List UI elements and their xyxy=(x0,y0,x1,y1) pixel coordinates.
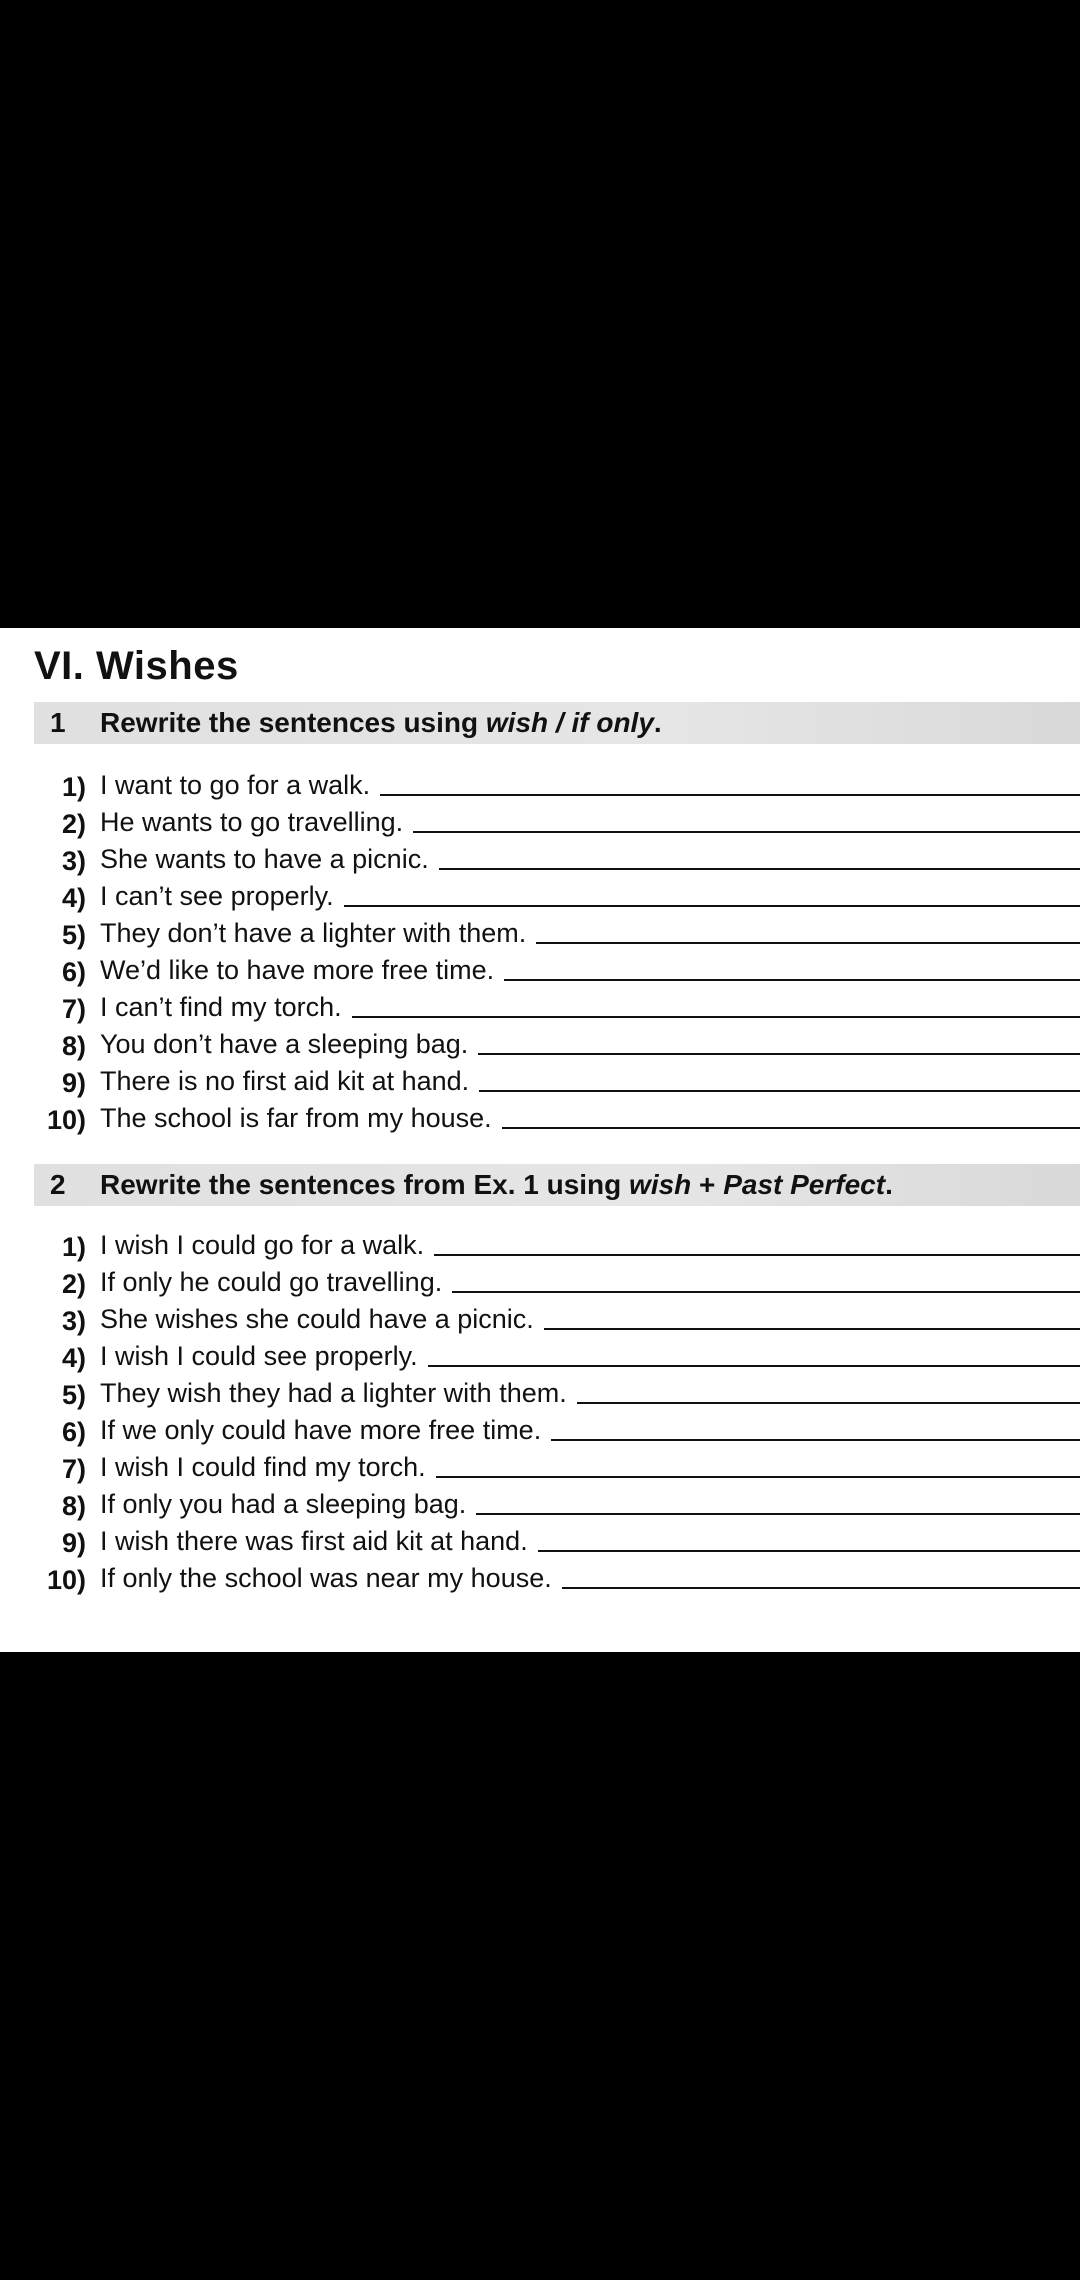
answer-line xyxy=(434,1254,1080,1256)
item-number: 1) xyxy=(61,1232,86,1262)
item-number: 3) xyxy=(61,846,86,876)
item-sentence: You don’t have a sleeping bag. xyxy=(100,1029,469,1059)
list-item xyxy=(34,1446,1080,1483)
item-number: 10) xyxy=(46,1565,86,1595)
list-item xyxy=(34,764,1080,801)
answer-line xyxy=(538,1550,1080,1552)
item-sentence: I wish I could go for a walk. xyxy=(100,1230,425,1260)
item-number: 9) xyxy=(61,1068,86,1098)
answer-line xyxy=(352,1016,1080,1018)
list-item xyxy=(34,1261,1080,1298)
answer-line xyxy=(479,1090,1080,1092)
item-sentence: I wish I could see properly. xyxy=(100,1341,418,1371)
item-sentence: The school is far from my house. xyxy=(100,1103,492,1133)
list-item xyxy=(34,1224,1080,1261)
exercise-1-instruction: Rewrite the sentences using wish / if only. xyxy=(100,707,662,738)
list-item xyxy=(34,838,1080,875)
exercise-2-instruction: Rewrite the sentences from Ex. 1 using wish + Past Perfect. xyxy=(100,1169,893,1200)
list-item xyxy=(34,1409,1080,1446)
list-item xyxy=(34,875,1080,912)
item-number: 2) xyxy=(61,1269,86,1299)
exercise-2-number: 2 xyxy=(50,1169,66,1200)
item-sentence: There is no first aid kit at hand. xyxy=(100,1066,470,1096)
item-number: 10) xyxy=(46,1105,86,1135)
item-number: 3) xyxy=(61,1306,86,1336)
item-number: 9) xyxy=(61,1528,86,1558)
answer-line xyxy=(436,1476,1080,1478)
item-sentence: He wants to go travelling. xyxy=(100,807,404,837)
item-number: 7) xyxy=(61,994,86,1024)
answer-line xyxy=(380,794,1080,796)
item-sentence: They wish they had a lighter with them. xyxy=(100,1378,567,1408)
list-item xyxy=(34,1335,1080,1372)
item-number: 6) xyxy=(61,957,86,987)
exercise-1-number: 1 xyxy=(50,707,66,738)
item-number: 5) xyxy=(61,920,86,950)
item-number: 5) xyxy=(61,1380,86,1410)
answer-line xyxy=(476,1513,1080,1515)
item-sentence: If we only could have more free time. xyxy=(100,1415,542,1445)
section-title: VI. Wishes xyxy=(34,644,239,688)
answer-line xyxy=(344,905,1080,907)
answer-line xyxy=(439,868,1080,870)
list-item xyxy=(34,949,1080,986)
list-item xyxy=(34,1557,1080,1594)
worksheet-page xyxy=(0,628,1080,1652)
item-sentence: I wish there was first aid kit at hand. xyxy=(100,1526,528,1556)
item-number: 8) xyxy=(61,1031,86,1061)
item-sentence: She wants to have a picnic. xyxy=(100,844,429,874)
item-sentence: If only you had a sleeping bag. xyxy=(100,1489,467,1519)
item-sentence: She wishes she could have a picnic. xyxy=(100,1304,534,1334)
list-item xyxy=(34,986,1080,1023)
answer-line xyxy=(413,831,1080,833)
item-number: 6) xyxy=(61,1417,86,1447)
item-number: 2) xyxy=(61,809,86,839)
item-sentence: I wish I could find my torch. xyxy=(100,1452,426,1482)
item-sentence: We’d like to have more free time. xyxy=(100,955,495,985)
exercise-2-header xyxy=(34,1164,1080,1206)
list-item xyxy=(34,1520,1080,1557)
answer-line xyxy=(452,1291,1080,1293)
answer-line xyxy=(536,942,1080,944)
exercise-1-header xyxy=(34,702,1080,744)
list-item xyxy=(34,912,1080,949)
answer-line xyxy=(504,979,1080,981)
list-item xyxy=(34,801,1080,838)
answer-line xyxy=(562,1587,1080,1589)
list-item xyxy=(34,1097,1080,1134)
item-sentence: If only the school was near my house. xyxy=(100,1563,552,1593)
answer-line xyxy=(544,1328,1080,1330)
item-sentence: I can’t find my torch. xyxy=(100,992,342,1022)
list-item xyxy=(34,1023,1080,1060)
item-sentence: I can’t see properly. xyxy=(100,881,334,911)
item-number: 4) xyxy=(61,883,86,913)
list-item xyxy=(34,1298,1080,1335)
item-sentence: I want to go for a walk. xyxy=(100,770,371,800)
item-number: 7) xyxy=(61,1454,86,1484)
exercise-2-list xyxy=(34,1224,1080,1594)
list-item xyxy=(34,1372,1080,1409)
answer-line xyxy=(502,1127,1080,1129)
answer-line xyxy=(428,1365,1080,1367)
item-number: 8) xyxy=(61,1491,86,1521)
item-sentence: They don’t have a lighter with them. xyxy=(100,918,527,948)
item-number: 1) xyxy=(61,772,86,802)
answer-line xyxy=(478,1053,1080,1055)
item-number: 4) xyxy=(61,1343,86,1373)
answer-line xyxy=(577,1402,1080,1404)
answer-line xyxy=(551,1439,1080,1441)
exercise-1-list xyxy=(34,764,1080,1134)
list-item xyxy=(34,1060,1080,1097)
list-item xyxy=(34,1483,1080,1520)
item-sentence: If only he could go travelling. xyxy=(100,1267,443,1297)
